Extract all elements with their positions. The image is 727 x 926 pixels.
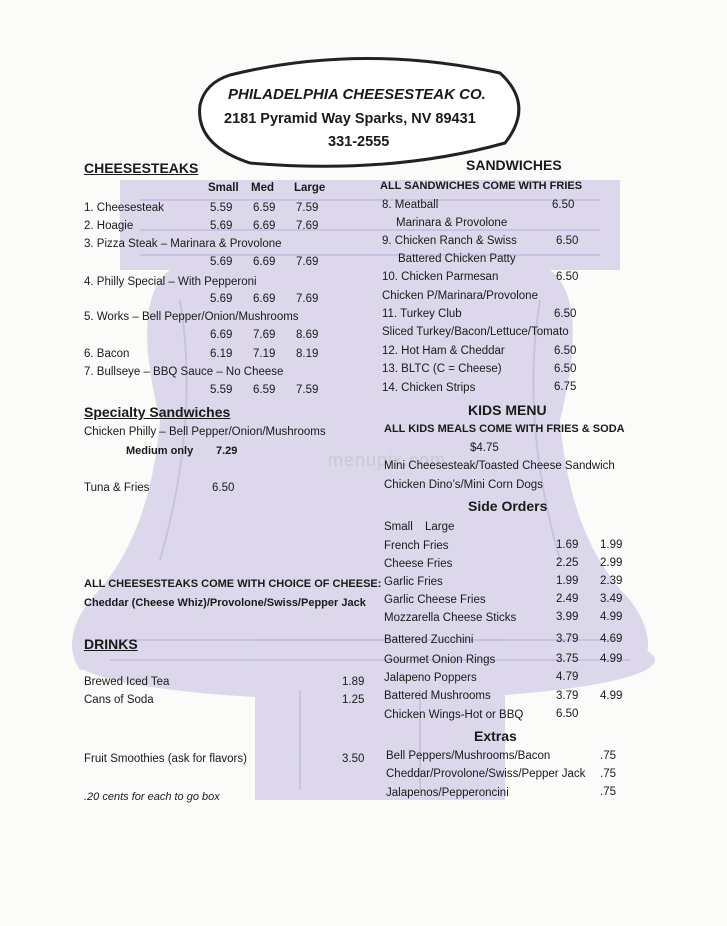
side-price-small: 6.50 — [556, 708, 579, 720]
to-go-note: .20 cents for each to go box — [84, 791, 220, 803]
price-large: 7.69 — [296, 293, 319, 305]
price-large: 7.69 — [296, 256, 319, 268]
sandwich-item: 14. Chicken Strips — [382, 382, 476, 394]
side-item: Cheese Fries — [384, 558, 453, 570]
menu-item-name: 4. Philly Special – With Pepperoni — [84, 276, 257, 288]
kids-menu-options: Mini Cheesesteak/Toasted Cheese Sandwich — [384, 460, 615, 472]
menu-item-name: 7. Bullseye – BBQ Sauce – No Cheese — [84, 366, 284, 378]
sandwich-item: 11. Turkey Club — [382, 308, 462, 320]
side-item: Gourmet Onion Rings — [384, 654, 496, 666]
drink-item: Cans of Soda — [84, 694, 154, 706]
price-small: 6.69 — [210, 329, 233, 341]
col-large-label: Large — [294, 182, 326, 194]
cheese-note: ALL CHEESESTEAKS COME WITH CHOICE OF CHEESE: — [84, 578, 382, 590]
sandwich-price: 6.50 — [556, 235, 579, 247]
restaurant-phone: 331-2555 — [328, 134, 390, 150]
side-price-small: 3.99 — [556, 611, 579, 623]
specialty-price: 7.29 — [216, 445, 238, 457]
sandwich-description: Battered Chicken Patty — [398, 253, 516, 265]
restaurant-name: PHILADELPHIA CHEESESTEAK CO. — [228, 86, 486, 103]
kids-menu-options: Chicken Dino’s/Mini Corn Dogs — [384, 479, 543, 491]
extra-item: Bell Peppers/Mushrooms/Bacon — [386, 750, 551, 762]
cheese-options: Cheddar (Cheese Whiz)/Provolone/Swiss/Pepper Jack — [84, 597, 366, 609]
extra-price: .75 — [600, 786, 616, 798]
kids-menu-heading: KIDS MENU — [468, 402, 547, 418]
specialty-item: Chicken Philly – Bell Pepper/Onion/Mushrooms — [84, 426, 326, 438]
col-med-label: Med — [251, 182, 274, 194]
sandwich-price: 6.50 — [554, 345, 577, 357]
extra-item: Jalapenos/Pepperoncini — [386, 787, 509, 799]
price-small: 5.69 — [210, 293, 233, 305]
cheesesteaks-heading: CHEESESTEAKS — [84, 160, 199, 176]
extra-price: .75 — [600, 768, 616, 780]
sandwich-item: 12. Hot Ham & Cheddar — [382, 345, 505, 357]
sandwich-price: 6.50 — [556, 271, 579, 283]
kids-menu-subtitle: ALL KIDS MEALS COME WITH FRIES & SODA — [384, 423, 625, 435]
sandwiches-heading: SANDWICHES — [466, 157, 562, 173]
side-item: Garlic Cheese Fries — [384, 594, 486, 606]
drinks-heading: DRINKS — [84, 636, 138, 652]
price-large: 8.69 — [296, 329, 319, 341]
extra-price: .75 — [600, 750, 616, 762]
drink-item: Brewed Iced Tea — [84, 676, 170, 688]
sandwich-price: 6.50 — [554, 363, 577, 375]
sandwich-item: 10. Chicken Parmesan — [382, 271, 499, 283]
drink-price: 1.89 — [342, 676, 365, 688]
price-small: 6.19 — [210, 348, 233, 360]
sides-col-small: Small — [384, 521, 413, 533]
price-small: 5.69 — [210, 220, 233, 232]
price-med: 6.69 — [253, 293, 276, 305]
side-item: Jalapeno Poppers — [384, 672, 477, 684]
sandwich-description: Sliced Turkey/Bacon/Lettuce/Tomato — [382, 326, 569, 338]
sandwich-description: Marinara & Provolone — [396, 217, 508, 229]
price-med: 6.59 — [253, 384, 276, 396]
sandwich-description: Chicken P/Marinara/Provolone — [382, 290, 538, 302]
menu-item-name: 5. Works – Bell Pepper/Onion/Mushrooms — [84, 311, 299, 323]
price-large: 7.59 — [296, 384, 319, 396]
sides-col-large: Large — [425, 521, 455, 533]
side-item: Battered Mushrooms — [384, 690, 491, 702]
price-med: 6.59 — [253, 202, 276, 214]
sandwich-item: 9. Chicken Ranch & Swiss — [382, 235, 517, 247]
side-item: Garlic Fries — [384, 576, 443, 588]
extras-heading: Extras — [474, 728, 517, 744]
side-price-small: 2.25 — [556, 557, 579, 569]
price-small: 5.59 — [210, 202, 233, 214]
side-item: Chicken Wings-Hot or BBQ — [384, 709, 524, 721]
specialty-size-note: Medium only — [126, 445, 194, 457]
sandwiches-subtitle: ALL SANDWICHES COME WITH FRIES — [380, 180, 583, 192]
sandwich-item: 8. Meatball — [382, 199, 439, 211]
price-med: 7.69 — [253, 329, 276, 341]
sandwich-price: 6.50 — [554, 308, 577, 320]
price-large: 7.59 — [296, 202, 319, 214]
side-item: French Fries — [384, 540, 449, 552]
side-price-large: 4.99 — [600, 690, 623, 702]
side-price-small: 3.79 — [556, 633, 579, 645]
side-price-small: 1.69 — [556, 539, 579, 551]
drink-price: 1.25 — [342, 694, 365, 706]
side-price-small: 4.79 — [556, 671, 579, 683]
side-price-small: 2.49 — [556, 593, 579, 605]
drink-price: 3.50 — [342, 753, 365, 765]
side-price-small: 3.79 — [556, 690, 579, 702]
side-price-large: 1.99 — [600, 539, 623, 551]
restaurant-address: 2181 Pyramid Way Sparks, NV 89431 — [224, 111, 476, 127]
kids-menu-price: $4.75 — [470, 442, 499, 454]
side-item: Battered Zucchini — [384, 634, 474, 646]
specialty-price: 6.50 — [212, 482, 235, 494]
side-price-large: 4.99 — [600, 653, 623, 665]
side-price-large: 4.99 — [600, 611, 623, 623]
price-large: 7.69 — [296, 220, 319, 232]
side-orders-heading: Side Orders — [468, 498, 548, 514]
menu-item-name: 2. Hoagie — [84, 220, 134, 232]
sandwich-price: 6.75 — [554, 381, 577, 393]
price-med: 6.69 — [253, 256, 276, 268]
specialty-heading: Specialty Sandwiches — [84, 404, 231, 420]
side-price-large: 4.69 — [600, 633, 623, 645]
sandwich-item: 13. BLTC (C = Cheese) — [382, 363, 502, 375]
price-med: 7.19 — [253, 348, 276, 360]
side-price-large: 3.49 — [600, 593, 623, 605]
side-price-large: 2.99 — [600, 557, 623, 569]
menu-item-name: 3. Pizza Steak – Marinara & Provolone — [84, 238, 282, 250]
price-med: 6.69 — [253, 220, 276, 232]
price-small: 5.69 — [210, 256, 233, 268]
side-price-small: 1.99 — [556, 575, 579, 587]
watermark: menupix.com — [328, 450, 447, 470]
side-price-large: 2.39 — [600, 575, 623, 587]
price-large: 8.19 — [296, 348, 319, 360]
drink-item: Fruit Smoothies (ask for flavors) — [84, 753, 247, 765]
specialty-item: Tuna & Fries — [84, 482, 150, 494]
menu-item-name: 6. Bacon — [84, 348, 130, 360]
sandwich-price: 6.50 — [552, 199, 575, 211]
side-item: Mozzarella Cheese Sticks — [384, 612, 517, 624]
extra-item: Cheddar/Provolone/Swiss/Pepper Jack — [386, 768, 586, 780]
side-price-small: 3.75 — [556, 653, 579, 665]
menu-item-name: 1. Cheesesteak — [84, 202, 164, 214]
col-small-label: Small — [208, 182, 239, 194]
price-small: 5.59 — [210, 384, 233, 396]
